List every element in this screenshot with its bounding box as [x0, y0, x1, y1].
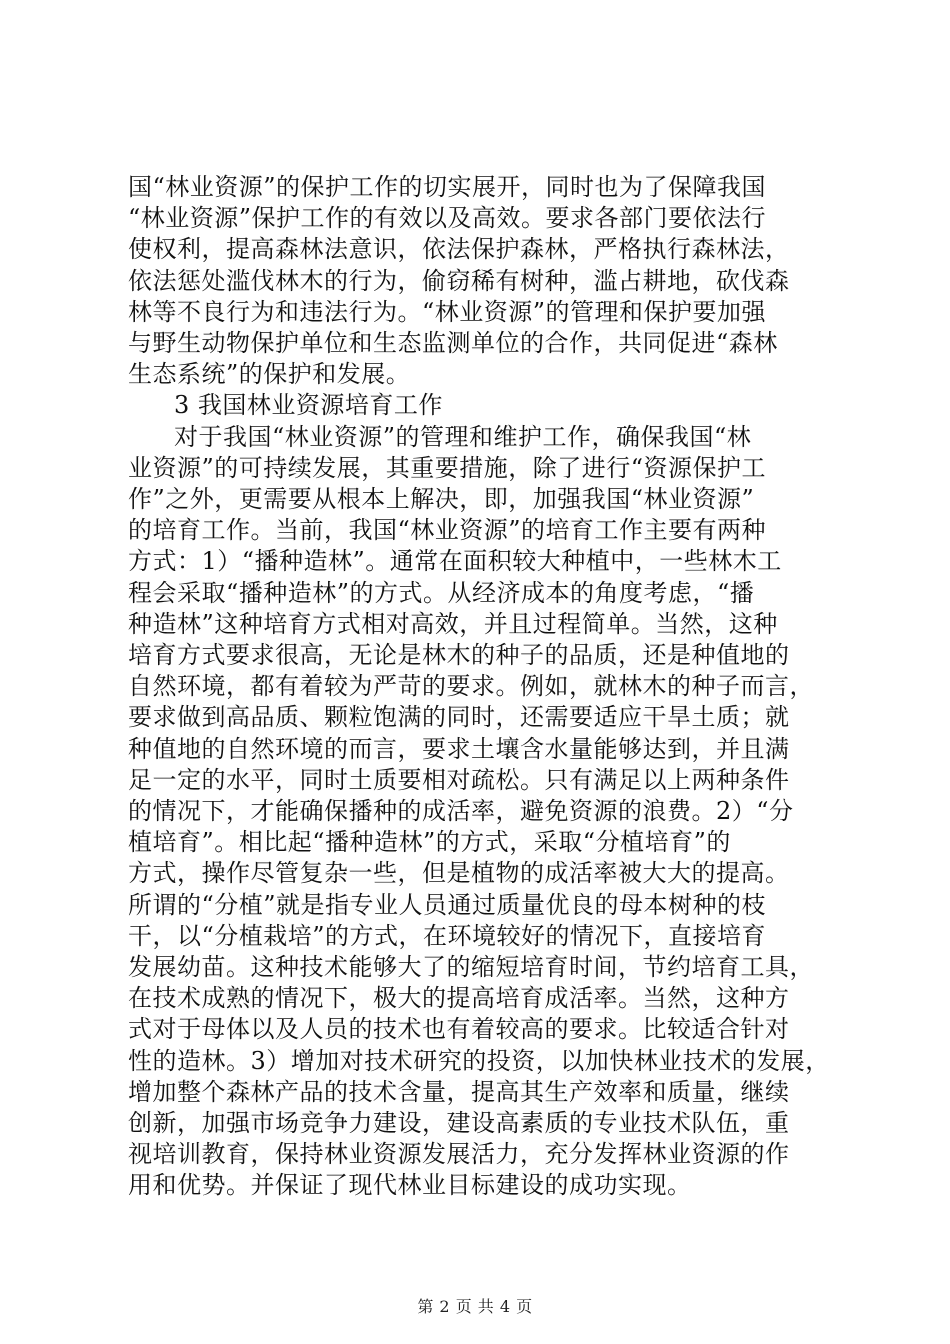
body-line: 培育方式要求很高，无论是林木的种子的品质，还是种值地的	[128, 641, 790, 669]
body-line: 足一定的水平，同时土质要相对疏松。只有满足以上两种条件	[128, 765, 790, 794]
body-line: 创新，加强市场竞争力建设，建设高素质的专业技术队伍，重	[128, 1109, 790, 1137]
body-line: 国“林业资源”的保护工作的切实展开，同时也为了保障我国	[128, 173, 767, 201]
body-line: 式对于母体以及人员的技术也有着较高的要求。比较适合针对	[128, 1015, 790, 1044]
body-line: 发展幼苗。这种技术能够大了的缩短培育时间，节约培育工具，	[128, 953, 814, 981]
body-line: 对于我国“林业资源”的管理和维护工作，确保我国“林	[174, 422, 752, 451]
body-line: 作”之外，更需要从根本上解决，即，加强我国“林业资源”	[128, 485, 755, 513]
body-line: 植培育”。相比起“播种造林”的方式，采取“分植培育”的	[128, 828, 731, 857]
body-line: 所谓的“分植”就是指专业人员通过质量优良的母本树种的枝	[128, 890, 767, 919]
body-line: 用和优势。并保证了现代林业目标建设的成功实现。	[128, 1171, 692, 1200]
body-line: 种造林”这种培育方式相对高效，并且过程简单。当然，这种	[128, 609, 778, 638]
body-line: 自然环境，都有着较为严苛的要求。例如，就林木的种子而言，	[128, 672, 814, 701]
body-line: 生态系统”的保护和发展。	[128, 360, 411, 389]
body-line: 程会采取“播种造林”的方式。从经济成本的角度考虑，“播	[128, 578, 755, 607]
body-line: 林等不良行为和违法行为。“林业资源”的管理和保护要加强	[128, 297, 767, 326]
body-line: 业资源”的可持续发展，其重要措施，除了进行“资源保护工	[128, 453, 767, 482]
body-line: “林业资源”保护工作的有效以及高效。要求各部门要依法行	[128, 204, 767, 233]
body-line: 使权利，提高森林法意识，依法保护森林，严格执行森林法，	[128, 235, 790, 264]
body-line: 方式，操作尽管复杂一些，但是植物的成活率被大大的提高。	[128, 859, 790, 888]
body-line: 的情况下，才能确保播种的成活率，避免资源的浪费。2）“分	[128, 797, 794, 825]
body-line: 要求做到高品质、颗粒饱满的同时，还需要适应干旱土质；就	[128, 703, 790, 732]
body-line: 方式：1）“播种造林”。通常在面积较大种植中，一些林木工	[128, 547, 782, 576]
body-line: 种值地的自然环境的而言，要求土壤含水量能够达到，并且满	[128, 734, 790, 763]
body-line: 干，以“分植栽培”的方式，在环境较好的情况下，直接培育	[128, 921, 767, 950]
body-line: 与野生动物保护单位和生态监测单位的合作，共同促进“森林	[128, 329, 778, 357]
body-line: 性的造林。3）增加对技术研究的投资，以加快林业技术的发展，	[128, 1046, 830, 1075]
section-heading: 3 我国林业资源培育工作	[174, 391, 443, 420]
body-line: 依法惩处滥伐林木的行为，偷窃稀有树种，滥占耕地，砍伐森	[128, 266, 790, 295]
page-number-footer: 第 2 页 共 4 页	[417, 1297, 533, 1316]
body-line: 增加整个森林产品的技术含量，提高其生产效率和质量，继续	[128, 1077, 790, 1106]
body-line: 的培育工作。当前，我国“林业资源”的培育工作主要有两种	[128, 516, 767, 545]
body-line: 视培训教育，保持林业资源发展活力，充分发挥林业资源的作	[128, 1140, 790, 1169]
body-line: 在技术成熟的情况下，极大的提高培育成活率。当然，这种方	[128, 984, 790, 1013]
